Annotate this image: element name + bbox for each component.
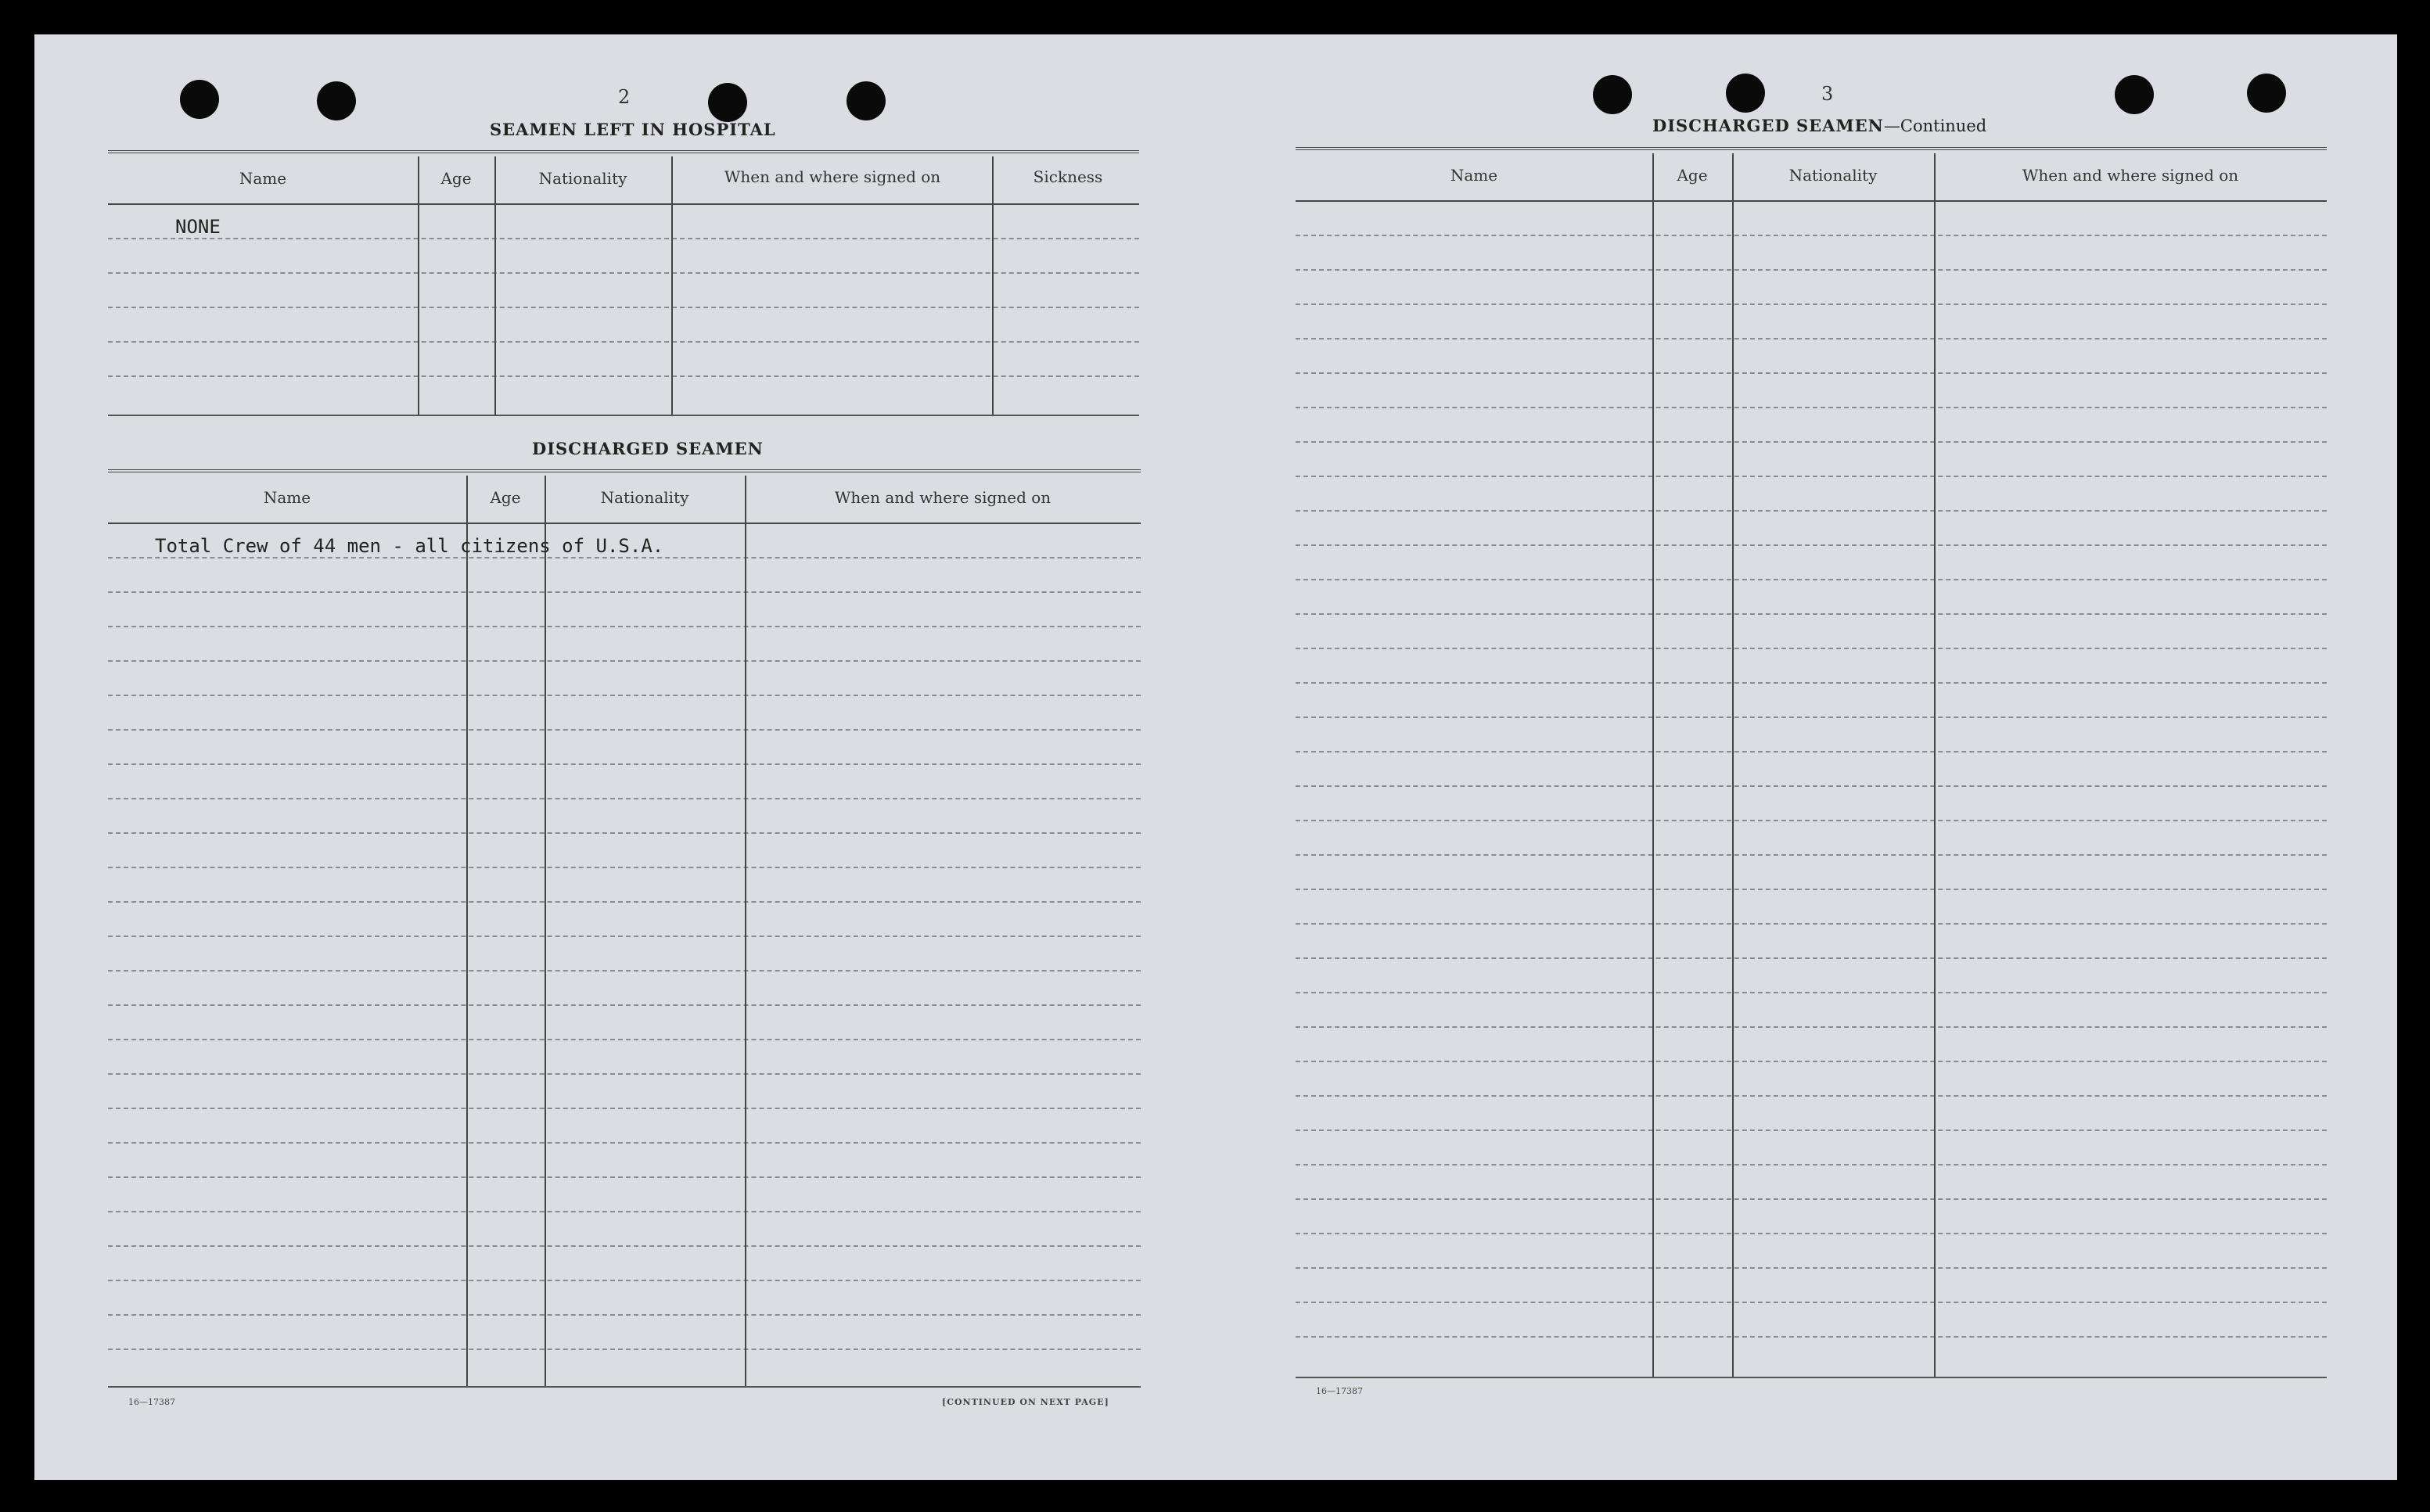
discharged-table [108, 469, 1141, 1392]
row-line [1296, 785, 2327, 787]
row-line [108, 832, 1141, 834]
punch-hole [2247, 74, 2286, 113]
row-line [1296, 338, 2327, 339]
row-line [108, 1314, 1141, 1316]
punch-hole [1726, 74, 1765, 113]
row-line [1296, 510, 2327, 512]
title-suffix: —Continued [1883, 117, 1987, 135]
column-header-nationality: Nationality [600, 488, 689, 507]
row-line [108, 1004, 1141, 1006]
row-line [108, 901, 1141, 903]
punch-hole [847, 81, 886, 120]
row-line [1296, 923, 2327, 925]
row-line [108, 1108, 1141, 1109]
row-line [108, 1211, 1141, 1212]
row-line [108, 591, 1141, 593]
row-line [108, 970, 1141, 971]
row-line [1296, 1061, 2327, 1062]
row-line [1296, 1026, 2327, 1028]
row-line [1296, 1198, 2327, 1200]
column-header-nationality: Nationality [1788, 166, 1878, 185]
row-line [1296, 820, 2327, 821]
row-line [108, 763, 1141, 765]
row-line [108, 557, 1141, 558]
row-line [108, 1142, 1141, 1144]
row-line [108, 1176, 1141, 1178]
punch-hole [2115, 75, 2154, 114]
column-header-sickness: Sickness [1033, 167, 1103, 186]
row-line [108, 375, 1139, 377]
row-line [1296, 751, 2327, 752]
form-number: 16—17387 [1316, 1386, 1363, 1396]
column-header-signed-on: When and where signed on [2022, 166, 2239, 185]
row-line [1296, 957, 2327, 959]
row-line [108, 1039, 1141, 1040]
hospital-entry: NONE [175, 216, 221, 238]
page-number: 2 [618, 86, 631, 108]
row-line [1296, 1267, 2327, 1269]
row-line [108, 798, 1141, 799]
row-line [108, 272, 1139, 274]
row-line [1296, 476, 2327, 477]
header-rule [108, 523, 1141, 524]
column-header-signed-on: When and where signed on [834, 488, 1051, 507]
row-line [1296, 613, 2327, 615]
row-line [1296, 992, 2327, 993]
row-line [108, 936, 1141, 937]
bottom-rule [108, 1386, 1141, 1388]
row-line [108, 307, 1139, 308]
row-line [108, 1280, 1141, 1281]
punch-hole [1593, 75, 1632, 114]
bottom-rule [1296, 1377, 2327, 1378]
row-line [108, 1073, 1141, 1075]
column-divider [494, 156, 496, 415]
row-line [1296, 1164, 2327, 1165]
column-divider [1732, 153, 1734, 1377]
row-line [108, 695, 1141, 696]
row-line [1296, 854, 2327, 856]
section-title-hospital: SEAMEN LEFT IN HOSPITAL [490, 120, 776, 139]
column-divider [418, 156, 419, 415]
column-header-name: Name [263, 488, 311, 507]
row-line [1296, 235, 2327, 236]
column-divider [745, 476, 746, 1386]
row-line [1296, 889, 2327, 890]
column-header-age: Age [440, 169, 472, 188]
row-line [1296, 372, 2327, 374]
row-line [1296, 716, 2327, 718]
discharged-continued-table [1296, 147, 2327, 1385]
header-rule [108, 203, 1139, 205]
row-line [1296, 682, 2327, 684]
row-line [1296, 1095, 2327, 1097]
form-number: 16—17387 [128, 1397, 175, 1407]
row-line [108, 660, 1141, 662]
page-number: 3 [1821, 83, 1834, 105]
row-line [1296, 269, 2327, 271]
row-line [108, 626, 1141, 627]
section-title-discharged: DISCHARGED SEAMEN [532, 439, 764, 458]
column-header-name: Name [1450, 166, 1498, 185]
column-divider [545, 476, 546, 1386]
row-line [1296, 648, 2327, 649]
column-divider [466, 476, 468, 1386]
header-rule [1296, 200, 2327, 202]
row-line [108, 341, 1139, 343]
column-header-name: Name [239, 169, 287, 188]
row-line [1296, 303, 2327, 305]
row-line [1296, 441, 2327, 443]
section-title-discharged-continued [1652, 116, 1986, 135]
punch-hole [708, 83, 747, 122]
bottom-rule [108, 415, 1139, 416]
double-rule [108, 469, 1141, 472]
punch-hole [180, 80, 219, 119]
title-text: DISCHARGED SEAMEN [1652, 116, 1884, 135]
hospital-table [108, 150, 1139, 421]
column-header-age: Age [490, 488, 521, 507]
row-line [108, 1245, 1141, 1247]
column-divider [671, 156, 673, 415]
punch-hole [317, 81, 356, 120]
column-divider [1652, 153, 1654, 1377]
row-line [1296, 1233, 2327, 1234]
row-line [1296, 579, 2327, 580]
row-line [108, 238, 1139, 239]
row-line [108, 1349, 1141, 1350]
column-header-nationality: Nationality [538, 169, 627, 188]
row-line [1296, 407, 2327, 408]
discharged-entry: Total Crew of 44 men - all citizens of U.S.A. [155, 535, 664, 557]
column-header-signed-on: When and where signed on [724, 167, 941, 186]
column-divider [992, 156, 994, 415]
row-line [1296, 1130, 2327, 1131]
column-divider [1934, 153, 1936, 1377]
row-line [108, 729, 1141, 731]
continued-note: [CONTINUED ON NEXT PAGE] [942, 1397, 1109, 1407]
double-rule [1296, 147, 2327, 150]
column-header-age: Age [1677, 166, 1708, 185]
double-rule [108, 150, 1139, 153]
row-line [1296, 544, 2327, 546]
row-line [1296, 1336, 2327, 1338]
row-line [108, 867, 1141, 868]
row-line [1296, 1302, 2327, 1303]
